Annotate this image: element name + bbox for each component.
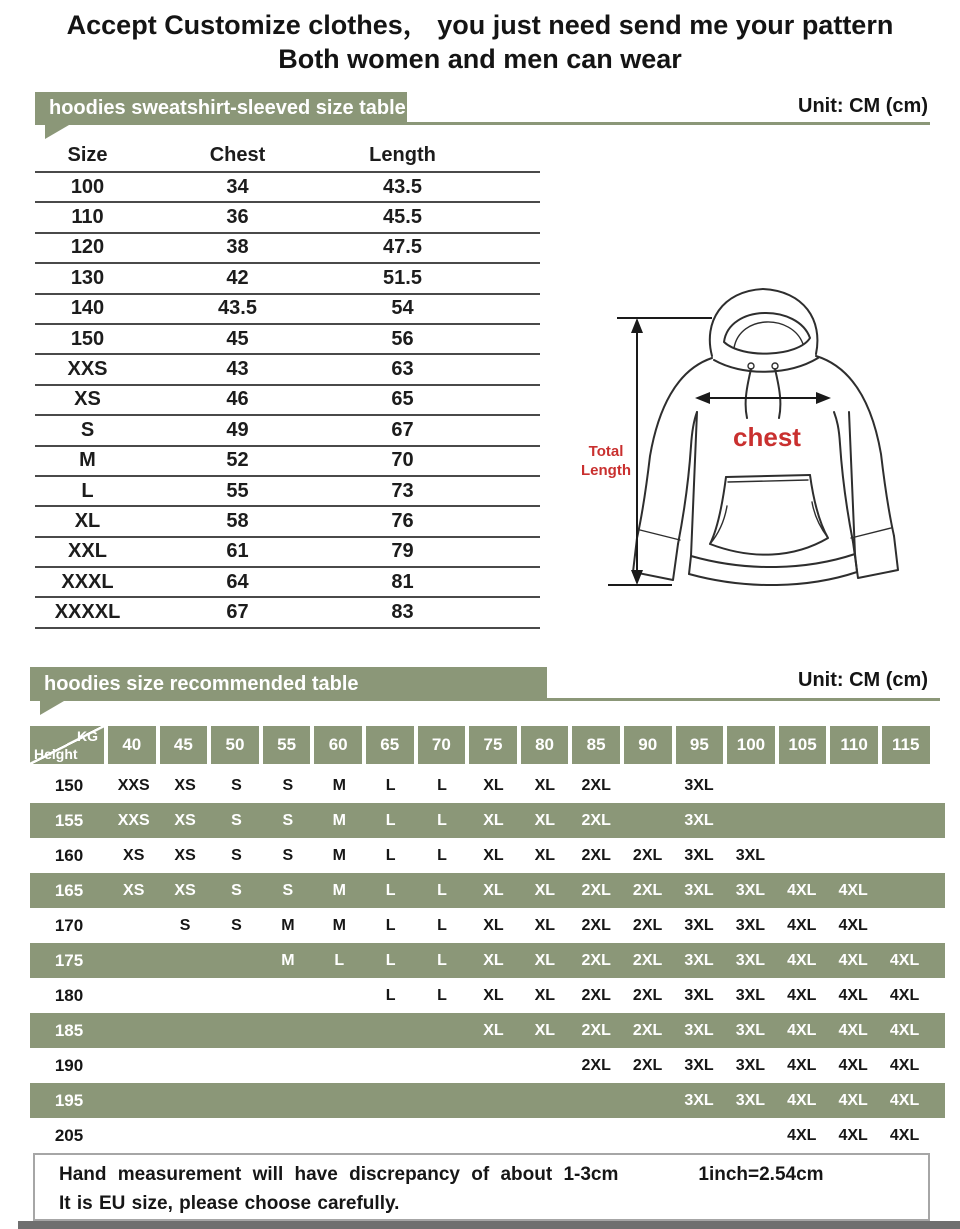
recommend-row (30, 803, 945, 838)
recommend-size-cell: XS (174, 846, 196, 864)
size-table-row (35, 264, 540, 294)
recommend-size-cell: 2XL (632, 881, 663, 899)
height-label: 195 (54, 1090, 84, 1110)
size-cell: 100 (70, 175, 105, 198)
recommend-size-cell: 2XL (581, 986, 611, 1004)
recommend-size-cell: XL (483, 776, 504, 794)
recommend-size-cell: S (282, 846, 294, 864)
height-label: 205 (54, 1125, 84, 1145)
recommend-row (30, 838, 945, 873)
chest-cell: 42 (226, 266, 249, 289)
recommend-size-cell: 3XL (684, 1091, 714, 1109)
pocket-top-inner (728, 480, 808, 482)
height-label: 180 (54, 985, 84, 1005)
size-table-row (35, 173, 540, 203)
weight-header-cell: 85 (572, 726, 620, 764)
recommend-row (30, 1118, 945, 1153)
banner-tail (45, 125, 69, 139)
chest-cell: 64 (226, 570, 249, 593)
weight-header-cell: 90 (624, 726, 672, 764)
length-cell: 70 (391, 449, 414, 472)
title-line-1: Accept Customize clothes， you just need send me your pattern (66, 10, 894, 40)
chest-cell: 67 (226, 601, 249, 624)
recommend-size-cell: S (282, 811, 294, 829)
length-cell: 81 (391, 570, 414, 593)
recommend-size-cell: 2XL (632, 1056, 663, 1074)
recommend-size-cell: XL (483, 1021, 504, 1039)
recommend-size-cell: 4XL (838, 986, 868, 1004)
recommend-size-cell: 2XL (581, 811, 611, 829)
total-length-label-line2: Length (581, 462, 631, 479)
recommend-size-cell: 2XL (581, 846, 611, 864)
recommend-size-cell: 2XL (581, 1021, 611, 1039)
recommend-size-cell: 3XL (735, 846, 766, 864)
recommend-size-cell: 3XL (684, 951, 714, 969)
recommend-size-cell: 3XL (684, 776, 714, 794)
recommend-size-cell: 3XL (735, 1021, 766, 1039)
recommend-row (30, 943, 945, 978)
recommend-size-cell: 4XL (889, 1056, 920, 1074)
height-label: 170 (54, 915, 84, 935)
chest-cell: 45 (226, 327, 249, 350)
chest-cell: 58 (226, 509, 249, 532)
chest-cell: 43 (226, 358, 249, 381)
bottom-shadow-band (18, 1221, 960, 1229)
recommend-size-cell: 4XL (889, 1091, 920, 1109)
size-table-row (35, 295, 540, 325)
recommend-size-cell: L (437, 776, 447, 794)
recommend-size-cell: XL (483, 916, 504, 934)
recommend-size-cell: L (385, 951, 396, 969)
recommend-size-cell: XL (483, 846, 504, 864)
recommend-row (30, 1083, 945, 1118)
size-cell: XS (74, 388, 101, 411)
recommend-size-cell: L (437, 951, 447, 969)
banner-tail (40, 701, 64, 715)
recommend-size-cell: 4XL (838, 1091, 868, 1109)
chest-cell: 52 (226, 449, 249, 472)
recommend-size-cell: XL (534, 811, 556, 829)
recommend-size-cell: S (179, 916, 191, 934)
weight-header-cell: 105 (779, 726, 827, 764)
recommend-size-cell: 4XL (838, 1056, 868, 1074)
left-sleeve-outer (637, 358, 712, 538)
recommend-header-row (30, 726, 945, 764)
recommend-size-cell: XXS (117, 776, 150, 794)
recommend-size-cell: XS (174, 881, 196, 899)
recommend-size-cell: XXS (117, 811, 150, 829)
recommend-size-cell: 2XL (581, 881, 611, 899)
recommend-size-cell: 4XL (838, 881, 868, 899)
recommend-size-cell: XS (174, 776, 196, 794)
recommend-size-cell: S (231, 881, 242, 899)
note-discrepancy-text: Hand measurement will have discrepancy of about 1-3cm (59, 1164, 619, 1185)
length-cell: 83 (391, 601, 414, 624)
recommend-size-cell: L (385, 776, 396, 794)
unit-label: Unit: CM (cm) (798, 669, 928, 691)
weight-header-cell: 55 (263, 726, 311, 764)
recommend-size-cell: XL (534, 776, 556, 794)
size-table-row (35, 386, 540, 416)
recommend-size-cell: M (332, 846, 346, 864)
length-cell: 56 (391, 327, 414, 350)
size-table-body (35, 173, 540, 629)
chest-cell: 34 (226, 175, 249, 198)
pocket-hand-openings (710, 502, 828, 544)
chest-cell: 38 (226, 236, 249, 259)
weight-header-cell: 40 (108, 726, 156, 764)
recommend-size-cell: 3XL (735, 986, 766, 1004)
size-table-row (35, 203, 540, 233)
height-label: 160 (54, 845, 84, 865)
right-cuff (853, 536, 898, 578)
height-label: 155 (54, 810, 84, 830)
size-cell: S (80, 418, 95, 441)
unit-label: Unit: CM (cm) (798, 95, 928, 117)
recommend-size-cell: XL (534, 881, 556, 899)
size-cell: 140 (70, 297, 105, 320)
height-label: 165 (54, 880, 84, 900)
drawstring-left (746, 369, 751, 418)
pocket-top-outer (726, 475, 810, 477)
size-cell: XL (74, 509, 101, 532)
recommend-size-cell: 2XL (632, 951, 663, 969)
recommend-size-cell: XL (483, 951, 504, 969)
recommend-size-cell: 3XL (735, 951, 766, 969)
height-label: 185 (54, 1020, 84, 1040)
size-table-row (35, 538, 540, 568)
recommend-row (30, 1013, 945, 1048)
total-length-label-line1: Total (588, 443, 624, 460)
hem-top (691, 554, 855, 567)
recommend-size-cell: 2XL (581, 776, 611, 794)
kg-height-corner-cell (30, 726, 104, 764)
recommend-size-cell: 2XL (581, 916, 611, 934)
recommend-size-cell: 4XL (838, 1021, 868, 1039)
section-banner (30, 667, 547, 701)
hem-sides (689, 554, 857, 574)
chest-cell: 55 (226, 479, 249, 502)
page-title (0, 8, 960, 76)
recommend-size-cell: L (385, 986, 396, 1004)
size-table-row (35, 416, 540, 446)
chest-cell: 61 (226, 540, 249, 563)
recommend-size-cell: 4XL (838, 951, 868, 969)
recommend-size-cell: XS (174, 811, 196, 829)
recommend-row (30, 978, 945, 1013)
recommend-size-cell: XL (534, 986, 556, 1004)
corner-kg-label: KG (77, 728, 98, 744)
note-inch-conversion: 1inch=2.54cm (698, 1164, 824, 1185)
recommend-row (30, 873, 945, 908)
chest-cell: 36 (226, 206, 249, 229)
recommend-size-cell: L (437, 881, 447, 899)
arrowhead-left (695, 392, 710, 404)
left-cuff-seam (640, 530, 680, 540)
recommend-size-cell: L (437, 916, 447, 934)
recommend-size-cell: L (437, 811, 447, 829)
recommend-size-cell: 4XL (787, 1091, 817, 1109)
recommend-size-cell: L (385, 846, 396, 864)
recommend-size-cell: XS (123, 846, 145, 864)
recommend-size-cell: L (385, 916, 396, 934)
size-cell: XXXL (61, 570, 114, 593)
length-cell: 73 (391, 479, 414, 502)
recommend-size-cell: 4XL (787, 986, 817, 1004)
recommend-size-cell: L (437, 846, 447, 864)
length-cell: 67 (391, 418, 414, 441)
drawstring-right (775, 369, 780, 418)
size-measurement-table (35, 140, 540, 629)
recommend-size-cell: L (334, 951, 345, 969)
size-table-row (35, 598, 540, 628)
length-cell: 45.5 (383, 206, 422, 229)
arrowhead-up (631, 318, 643, 333)
recommend-size-cell: 2XL (632, 846, 663, 864)
size-cell: L (81, 479, 94, 502)
size-cell: 110 (71, 206, 104, 229)
chest-cell: 43.5 (218, 297, 257, 320)
height-label: 175 (54, 950, 84, 970)
weight-header-cell: 110 (830, 726, 878, 764)
size-table-row (35, 325, 540, 355)
recommend-size-cell: 2XL (581, 1056, 611, 1074)
pocket-body (710, 475, 828, 555)
recommend-size-cell: 3XL (735, 1091, 766, 1109)
weight-header-cell: 115 (882, 726, 930, 764)
height-label: 190 (54, 1055, 84, 1075)
recommend-table-body (30, 768, 945, 1153)
weight-header-cell: 60 (314, 726, 362, 764)
recommend-size-cell: 3XL (684, 1021, 714, 1039)
recommend-size-cell: 3XL (684, 881, 714, 899)
recommend-size-cell: S (231, 811, 242, 829)
recommend-size-cell: L (437, 986, 447, 1004)
recommend-size-cell: M (281, 951, 295, 969)
size-cell: XXS (67, 358, 108, 381)
section-banner (35, 92, 407, 125)
weight-header-cell: 95 (676, 726, 724, 764)
recommend-size-cell: 4XL (889, 1126, 920, 1144)
length-cell: 43.5 (383, 175, 422, 198)
size-table-row (35, 507, 540, 537)
recommend-size-cell: L (385, 881, 396, 899)
recommend-size-cell: S (282, 881, 294, 899)
size-cell: XXXXL (54, 601, 121, 624)
collar-line (714, 358, 818, 372)
recommend-size-cell: 4XL (787, 1021, 817, 1039)
recommend-size-cell: M (332, 881, 346, 899)
recommend-size-cell: 2XL (581, 951, 611, 969)
recommend-size-cell: 4XL (838, 916, 868, 934)
size-cell: 130 (70, 266, 105, 289)
weight-header-cell: 80 (521, 726, 569, 764)
length-cell: 79 (391, 540, 414, 563)
recommend-size-cell: 3XL (684, 986, 714, 1004)
section-banner-label: hoodies sweatshirt-sleeved size table (49, 97, 406, 119)
recommend-size-cell: M (332, 811, 346, 829)
weight-header-cell: 45 (160, 726, 208, 764)
recommend-size-cell: XL (534, 951, 556, 969)
arrowhead-down (631, 570, 643, 585)
recommend-size-cell: 3XL (684, 846, 714, 864)
recommend-size-cell: XL (483, 881, 504, 899)
size-cell: 150 (70, 327, 105, 350)
recommend-size-cell: XL (483, 811, 504, 829)
height-label: 150 (54, 775, 84, 795)
corner-height-label: Height (34, 746, 78, 762)
weight-header-cell: 65 (366, 726, 414, 764)
recommend-row (30, 768, 945, 803)
weight-header-cell: 50 (211, 726, 259, 764)
size-table-row (35, 568, 540, 598)
recommend-size-cell: 4XL (787, 1056, 817, 1074)
length-cell: 51.5 (383, 266, 422, 289)
length-cell: 76 (391, 509, 414, 532)
recommend-size-cell: 3XL (735, 1056, 766, 1074)
recommend-size-cell: M (332, 916, 346, 934)
recommend-size-cell: S (282, 776, 294, 794)
recommend-size-cell: 2XL (632, 916, 663, 934)
length-cell: 65 (391, 388, 414, 411)
recommend-size-cell: XL (534, 916, 556, 934)
hoodie-measurement-diagram (562, 278, 954, 604)
arrowhead-right (816, 392, 831, 404)
size-table-row (35, 477, 540, 507)
size-recommend-table (30, 726, 945, 1153)
recommend-size-cell: 2XL (632, 1021, 663, 1039)
measurement-note-box (33, 1153, 930, 1221)
chest-label: chest (733, 422, 801, 452)
recommend-size-cell: S (231, 916, 242, 934)
recommend-size-cell: 4XL (889, 1021, 920, 1039)
recommend-size-cell: XL (483, 986, 504, 1004)
weight-header-cell: 75 (469, 726, 517, 764)
recommend-size-cell: 4XL (787, 916, 817, 934)
column-header-chest: Chest (209, 144, 266, 166)
size-cell: 120 (70, 236, 105, 259)
length-cell: 47.5 (383, 236, 422, 259)
recommend-size-cell: 4XL (838, 1126, 868, 1144)
recommend-size-cell: 4XL (787, 1126, 817, 1144)
hem-bottom (689, 572, 857, 585)
recommend-size-cell: 3XL (684, 1056, 714, 1074)
weight-header-cells (108, 726, 934, 764)
section-banner-label: hoodies size recommended table (44, 672, 359, 695)
recommend-size-cell: 4XL (889, 986, 920, 1004)
recommend-size-cell: XL (534, 846, 556, 864)
title-line-2: Both women and men can wear (278, 44, 682, 74)
recommend-size-cell: M (332, 776, 346, 794)
recommend-size-cell: M (281, 916, 295, 934)
recommend-size-cell: 3XL (735, 916, 766, 934)
recommend-size-cell: 3XL (684, 811, 714, 829)
recommend-row (30, 908, 945, 943)
recommend-size-cell: 4XL (889, 951, 920, 969)
recommend-size-cell: 3XL (684, 916, 714, 934)
column-header-size: Size (67, 144, 108, 166)
recommend-size-cell: 3XL (735, 881, 766, 899)
right-cuff-seam (851, 528, 891, 538)
size-table-row (35, 234, 540, 264)
length-cell: 63 (391, 358, 414, 381)
recommend-size-cell: 4XL (787, 881, 817, 899)
hood-fold-line (734, 322, 803, 348)
recommend-size-cell: S (231, 776, 242, 794)
recommend-size-cell: L (385, 811, 396, 829)
weight-header-cell: 100 (727, 726, 775, 764)
right-sleeve-outer (816, 356, 894, 536)
size-table-row (35, 447, 540, 477)
size-table-header-row (35, 140, 540, 173)
weight-header-cell: 70 (418, 726, 466, 764)
recommend-size-cell: S (231, 846, 242, 864)
recommend-size-cell: 4XL (787, 951, 817, 969)
recommend-size-cell: 2XL (632, 986, 663, 1004)
note-line-2: It is EU size, please choose carefully. (59, 1193, 400, 1214)
recommend-size-cell: XL (534, 1021, 556, 1039)
size-cell: XXL (68, 540, 107, 563)
size-cell: M (79, 449, 96, 472)
chest-cell: 46 (226, 388, 249, 411)
recommend-size-cell: XS (123, 881, 145, 899)
chest-cell: 49 (226, 418, 249, 441)
column-header-length: Length (369, 144, 436, 166)
note-line-1 (59, 1164, 928, 1186)
length-cell: 54 (391, 297, 414, 320)
recommend-row (30, 1048, 945, 1083)
size-table-row (35, 355, 540, 385)
hoodie-sketch (562, 278, 954, 604)
